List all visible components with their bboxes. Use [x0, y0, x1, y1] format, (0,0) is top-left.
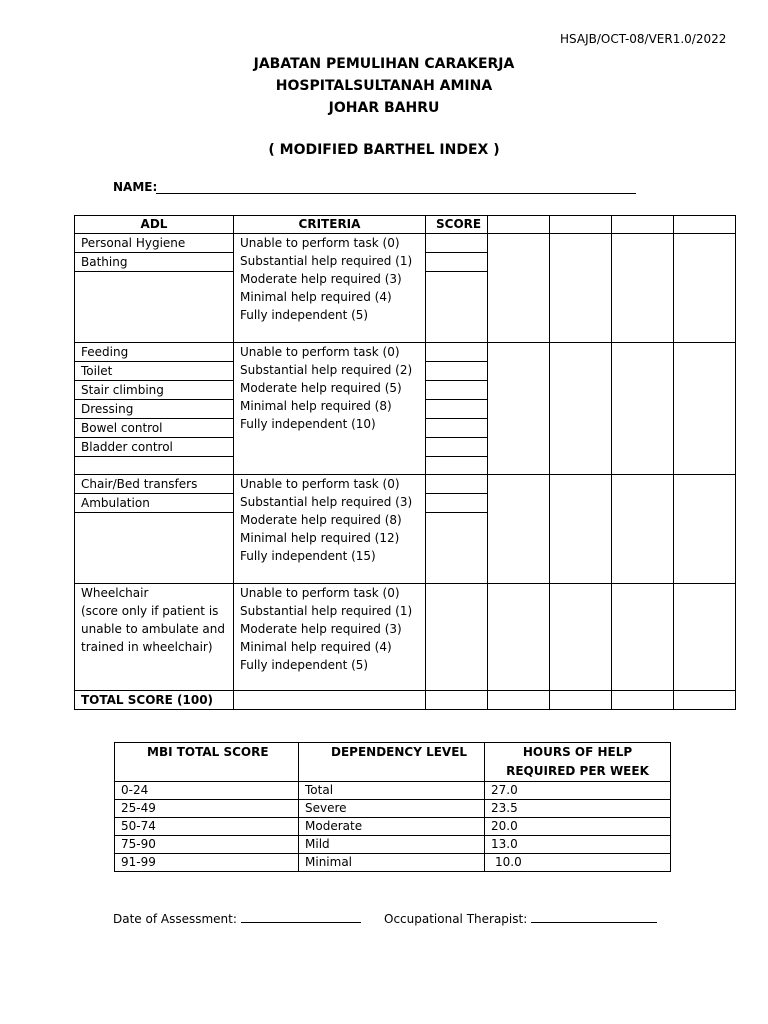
- criteria-option: Minimal help required (8): [240, 399, 392, 413]
- mbi-score-cell: 25-49: [115, 800, 299, 818]
- adl-cell: Feeding: [75, 343, 234, 362]
- mbi-score-cell: 75-90: [115, 836, 299, 854]
- criteria-option: Fully independent (5): [240, 308, 369, 322]
- total-score-cell[interactable]: [426, 691, 488, 710]
- criteria-cell: [234, 584, 426, 691]
- score-cell[interactable]: [426, 584, 488, 691]
- score-cell[interactable]: [612, 475, 674, 584]
- adl-cell: Stair climbing: [75, 381, 234, 400]
- table-row: [115, 854, 671, 872]
- name-label: NAME:: [113, 180, 158, 194]
- dependency-level-cell: Mild: [299, 836, 485, 854]
- score-cell[interactable]: [674, 234, 736, 343]
- mbi-score-cell: 50-74: [115, 818, 299, 836]
- score-cell[interactable]: [426, 234, 488, 253]
- table-row: [115, 800, 671, 818]
- barthel-table: [74, 215, 736, 710]
- score-cell[interactable]: [488, 475, 550, 584]
- adl-label: trained in wheelchair): [81, 640, 213, 654]
- score-cell[interactable]: [550, 584, 612, 691]
- criteria-option: Moderate help required (3): [240, 622, 402, 636]
- dependency-level-header: DEPENDENCY LEVEL: [299, 743, 485, 782]
- total-score-cell[interactable]: [550, 691, 612, 710]
- city-title: JOHAR BAHRU: [328, 100, 440, 116]
- criteria-option: Unable to perform task (0): [240, 586, 400, 600]
- adl-label: Wheelchair: [81, 586, 149, 600]
- total-score-cell[interactable]: [612, 691, 674, 710]
- adl-spacer: [75, 513, 234, 584]
- score-cell[interactable]: [426, 475, 488, 494]
- criteria-option: Substantial help required (1): [240, 604, 413, 618]
- criteria-option: Fully independent (15): [240, 549, 376, 563]
- hospital-title: HOSPITALSULTANAH AMINA: [275, 78, 493, 94]
- score-cell[interactable]: [674, 343, 736, 475]
- score-cell[interactable]: [426, 400, 488, 419]
- adl-cell: Bowel control: [75, 419, 234, 438]
- score-cell[interactable]: [612, 584, 674, 691]
- hours-help-cell: 10.0: [485, 854, 671, 872]
- dependency-level-cell: Total: [299, 782, 485, 800]
- table-row: [115, 818, 671, 836]
- form-title: ( MODIFIED BARTHEL INDEX ): [268, 142, 500, 158]
- criteria-option: Unable to perform task (0): [240, 477, 400, 491]
- adl-label: unable to ambulate and: [81, 622, 226, 636]
- hours-help-cell: 20.0: [485, 818, 671, 836]
- score-cell[interactable]: [426, 362, 488, 381]
- criteria-option: Substantial help required (1): [240, 254, 413, 268]
- score-cell[interactable]: [488, 584, 550, 691]
- adl-cell: Dressing: [75, 400, 234, 419]
- therapist-field[interactable]: [531, 910, 657, 923]
- score-cell[interactable]: [612, 343, 674, 475]
- criteria-option: Fully independent (5): [240, 658, 369, 672]
- therapist-label: Occupational Therapist:: [384, 912, 528, 926]
- score-cell[interactable]: [488, 343, 550, 475]
- score-cell[interactable]: [426, 419, 488, 438]
- dependency-level-cell: Minimal: [299, 854, 485, 872]
- score-header: SCORE: [426, 216, 488, 234]
- adl-cell: Bladder control: [75, 438, 234, 457]
- mbi-score-cell: 91-99: [115, 854, 299, 872]
- hours-help-cell: 23.5: [485, 800, 671, 818]
- criteria-cell: [234, 475, 426, 584]
- adl-cell: Chair/Bed transfers: [75, 475, 234, 494]
- adl-spacer: [75, 272, 234, 343]
- score-cell[interactable]: [426, 343, 488, 362]
- criteria-cell: [234, 343, 426, 475]
- criteria-option: Substantial help required (2): [240, 363, 413, 377]
- table-row: [75, 234, 736, 253]
- dependency-level-cell: Moderate: [299, 818, 485, 836]
- total-score-label: TOTAL SCORE (100): [75, 691, 234, 710]
- total-row: [75, 691, 736, 710]
- score-cell[interactable]: [426, 513, 488, 584]
- score-cell[interactable]: [426, 438, 488, 457]
- date-field[interactable]: [241, 910, 361, 923]
- hours-help-cell: 27.0: [485, 782, 671, 800]
- table-header-row: [75, 216, 736, 234]
- adl-cell: Personal Hygiene: [75, 234, 234, 253]
- adl-label: (score only if patient is: [81, 604, 219, 618]
- dependency-level-cell: Severe: [299, 800, 485, 818]
- hours-help-header: HOURS OF HELP REQUIRED PER WEEK: [485, 743, 671, 782]
- criteria-option: Moderate help required (3): [240, 272, 402, 286]
- criteria-option: Minimal help required (4): [240, 290, 392, 304]
- score-cell[interactable]: [426, 381, 488, 400]
- table-row: [75, 584, 736, 691]
- score-cell[interactable]: [426, 457, 488, 475]
- total-criteria-cell: [234, 691, 426, 710]
- table-row: [115, 782, 671, 800]
- score-column-header: [612, 216, 674, 234]
- table-row: [75, 343, 736, 362]
- adl-spacer: [75, 457, 234, 475]
- score-cell[interactable]: [550, 234, 612, 343]
- score-column-header: [488, 216, 550, 234]
- hours-help-cell: 13.0: [485, 836, 671, 854]
- document-reference: HSAJB/OCT-08/VER1.0/2022: [560, 32, 727, 46]
- adl-cell: Toilet: [75, 362, 234, 381]
- table-row: [75, 475, 736, 494]
- score-cell[interactable]: [550, 475, 612, 584]
- date-of-assessment: [113, 910, 361, 926]
- score-cell[interactable]: [488, 234, 550, 343]
- criteria-option: Minimal help required (12): [240, 531, 400, 545]
- mbi-score-header: MBI TOTAL SCORE: [115, 743, 299, 782]
- score-cell[interactable]: [674, 475, 736, 584]
- adl-cell: Ambulation: [75, 494, 234, 513]
- criteria-option: Fully independent (10): [240, 417, 376, 431]
- criteria-option: Unable to perform task (0): [240, 345, 400, 359]
- score-cell[interactable]: [550, 343, 612, 475]
- name-field[interactable]: [156, 193, 636, 194]
- mbi-score-cell: 0-24: [115, 782, 299, 800]
- table-row: [115, 836, 671, 854]
- criteria-option: Substantial help required (3): [240, 495, 413, 509]
- occupational-therapist: [384, 910, 657, 926]
- score-cell[interactable]: [426, 253, 488, 272]
- score-column-header: [550, 216, 612, 234]
- criteria-option: Unable to perform task (0): [240, 236, 400, 250]
- mbi-dependency-table: [114, 742, 671, 872]
- criteria-cell: [234, 234, 426, 343]
- criteria-option: Moderate help required (5): [240, 381, 402, 395]
- score-cell[interactable]: [674, 584, 736, 691]
- criteria-option: Minimal help required (4): [240, 640, 392, 654]
- total-score-cell[interactable]: [674, 691, 736, 710]
- adl-cell: Bathing: [75, 253, 234, 272]
- adl-cell: [75, 584, 234, 691]
- score-cell[interactable]: [612, 234, 674, 343]
- score-cell[interactable]: [426, 272, 488, 343]
- total-score-cell[interactable]: [488, 691, 550, 710]
- score-column-header: [674, 216, 736, 234]
- criteria-header: CRITERIA: [234, 216, 426, 234]
- date-label: Date of Assessment:: [113, 912, 237, 926]
- criteria-option: Moderate help required (8): [240, 513, 402, 527]
- adl-header: ADL: [75, 216, 234, 234]
- score-cell[interactable]: [426, 494, 488, 513]
- department-title: JABATAN PEMULIHAN CARAKERJA: [253, 56, 515, 72]
